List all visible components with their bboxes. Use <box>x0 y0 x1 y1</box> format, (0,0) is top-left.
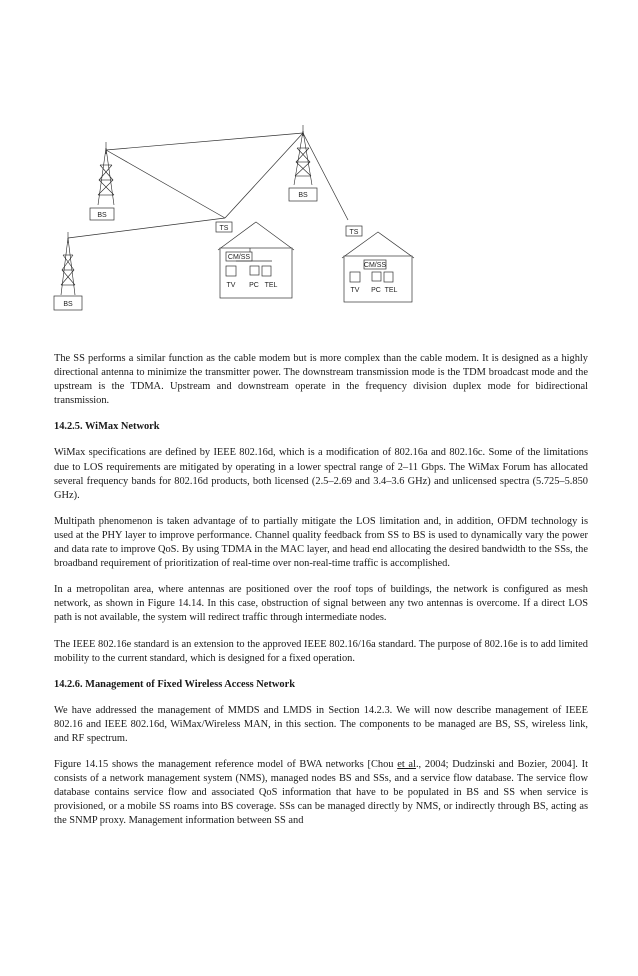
tel-label: TEL <box>384 287 398 294</box>
tv-label: TV <box>350 287 360 294</box>
tv-label: TV <box>226 282 236 289</box>
bs-label: BS <box>97 212 107 219</box>
section-heading: 14.2.6. Management of Fixed Wireless Access Network <box>54 678 295 690</box>
link-line <box>106 133 303 150</box>
cmss-label: CM/SS <box>363 262 387 269</box>
link-line <box>303 133 348 220</box>
paragraph: The SS performs a similar function as the cable modem but is more complex than the cable modem. It is designed as a highly directional antenna to minimize the transmitter power. The downstream transmission mode is the TDM broadcast mode and the upstream is the TDMA. Upstream and downstream operate in the frequency division duplex mode for bidirectional transmission. <box>54 353 588 407</box>
paragraph: In a metropolitan area, where antennas are positioned over the roof tops of buildings, the network is configured as mesh network, as shown in Figure 14.14. In this case, obstruction of signal between any two antennas is overcome. If a direct LOS path is not available, the system will redirect traffic through intermediate nodes. <box>54 584 588 624</box>
ts-label: TS <box>219 225 229 232</box>
tower-icon <box>294 125 312 185</box>
document-body <box>54 352 588 841</box>
paragraph: Multipath phenomenon is taken advantage of to partially mitigate the LOS limitation and, in addition, OFDM technology is used at the PHY layer to improve performance. Channel quality feedback from SS to BS is used to dynamically vary the power and data rate to improve QoS. By using TDMA in the MAC layer, and head end allocating the desired bandwidth to the SSs, the broadband requirement of prioritization of real-time over non-real-time traffic is accomplished. <box>54 515 588 570</box>
paragraph: WiMax specifications are defined by IEEE 802.16d, which is a modification of 802.16a and 802.16c. Some of the limitations due to LOS requirements are mitigated by operating in a lower spectral range of 2–11 Gbps. The WiMax Forum has allocated several frequency bands for 802.16d products, both licensed (2.5–2.69 and 3.4–3.6 GHz) and unlicensed spectra (5.725–5.850 GHz). <box>54 447 588 501</box>
paragraph: The IEEE 802.16e standard is an extension to the approved IEEE 802.16/16a standard. The purpose of 802.16e is to add limited mobility to the current standard, which is designed for a fixed operation. <box>54 638 588 664</box>
paragraph-text: ., 2004; Dudzinski and Bozier, 2004]. It consists of a network management system (NMS), managed nodes BS and SSs, and a service flow database. The service flow database contains service flow and associated QoS information that have to be populated in BS and SS when service is provisioned, or a mobile SS roams into BS coverage. SSs can be managed directly by NMS, or indirectly through BS, acting as the SNMP proxy. Management information between SS and <box>54 759 588 827</box>
link-line <box>106 150 225 218</box>
bs-label: BS <box>298 192 308 199</box>
citation-link[interactable]: et al <box>397 759 416 771</box>
tower-icon <box>61 232 75 295</box>
paragraph <box>54 758 588 828</box>
tower-icon <box>98 142 114 205</box>
ts-label: TS <box>349 229 359 236</box>
tel-label: TEL <box>264 282 278 289</box>
link-line <box>68 218 225 238</box>
paragraph: We have addressed the management of MMDS and LMDS in Section 14.2.3. We will now describe management of IEEE 802.16 and IEEE 802.16d, WiMax/Wireless MAN, in this section. The components to be managed are BS, SS, wireless link, and RF spectrum. <box>54 704 588 744</box>
wimax-network-figure <box>50 120 430 320</box>
cmss-label: CM/SS <box>227 254 251 261</box>
paragraph-text: Figure 14.15 shows the management reference model of BWA networks [Chou <box>54 759 398 771</box>
bs-label: BS <box>63 301 73 308</box>
section-heading: 14.2.5. WiMax Network <box>54 421 160 433</box>
network-diagram <box>50 120 430 320</box>
link-line <box>225 133 303 218</box>
pc-label: PC <box>249 282 259 289</box>
pc-label: PC <box>371 287 381 294</box>
